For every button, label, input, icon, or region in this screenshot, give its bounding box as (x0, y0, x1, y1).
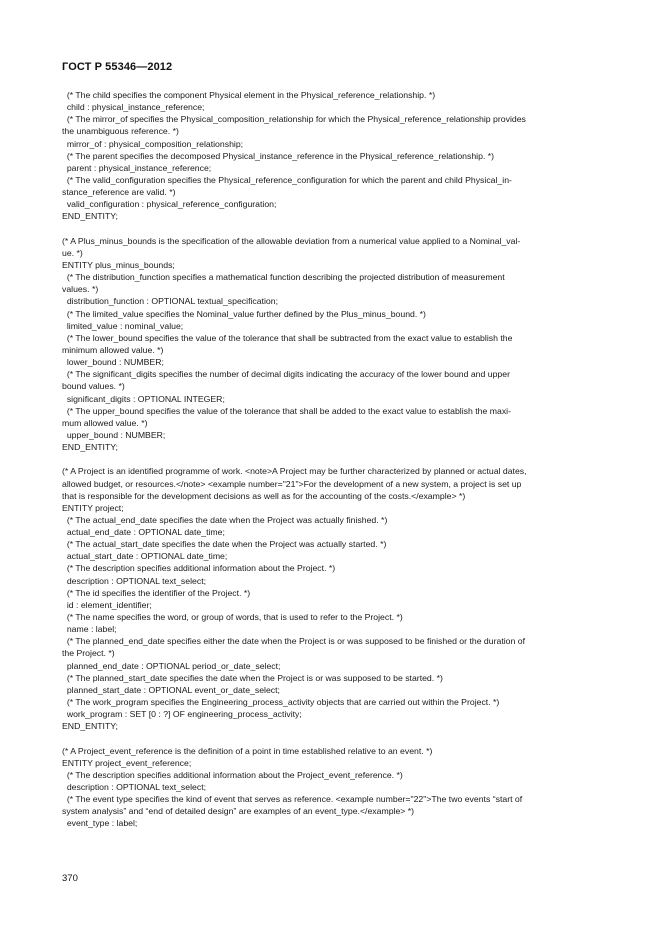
text-line: parent : physical_instance_reference; (62, 162, 212, 173)
text-line: actual_end_date : OPTIONAL date_time; (62, 527, 225, 538)
text-line: (* The child specifies the component Physical element in the Physical_reference_relationship. *) (62, 90, 436, 100)
text-line: distribution_function : OPTIONAL textual_specification; (62, 296, 279, 307)
text-line: END_ENTITY; (62, 442, 118, 453)
text-line: (* The lower_bound specifies the value of the tolerance that shall be subtracted from the exact value to establish the (62, 332, 513, 343)
page-number: 370 (62, 873, 78, 884)
text-line: (* The valid_configuration specifies the Physical_reference_configuration for which the parent and child Physical_in- (62, 174, 512, 185)
text-line: description : OPTIONAL text_select; (62, 782, 207, 793)
blank-line (62, 223, 600, 235)
text-line: planned_start_date : OPTIONAL event_or_date_select; (62, 684, 280, 695)
express-schema-text (62, 89, 600, 830)
text-line: planned_end_date : OPTIONAL period_or_date_select; (62, 660, 281, 671)
text-line: ENTITY project_event_reference; (62, 757, 192, 768)
text-line: (* The planned_end_date specifies either the date when the Project is or was supposed to be finished or the duration of (62, 636, 525, 647)
text-line: ue. *) (62, 247, 83, 258)
text-line: system analysis” and “end of detailed design” are examples of an event_type.</example> *) (62, 806, 415, 817)
text-line: limited_value : nominal_value; (62, 320, 184, 331)
text-line: (* The actual_end_date specifies the date when the Project was actually finished. *) (62, 514, 388, 525)
text-line: description : OPTIONAL text_select; (62, 575, 207, 586)
text-line: ENTITY plus_minus_bounds; (62, 259, 175, 270)
standard-header: ГОСТ Р 55346—2012 (62, 61, 173, 73)
text-line: mum allowed value. *) (62, 417, 148, 428)
text-line: valid_configuration : physical_reference_configuration; (62, 199, 277, 210)
text-line: significant_digits : OPTIONAL INTEGER; (62, 393, 225, 404)
text-line: END_ENTITY; (62, 211, 118, 222)
text-line: id : element_identifier; (62, 599, 152, 610)
text-line: (* The significant_digits specifies the number of decimal digits indicating the accuracy of the lower bound and upper (62, 369, 510, 380)
text-line: allowed budget, or resources.</note> <example number="21">For the development of a new system, a project is set up (62, 478, 522, 489)
text-line: stance_reference are valid. *) (62, 187, 176, 198)
text-line: the unambiguous reference. *) (62, 126, 179, 137)
text-line: upper_bound : NUMBER; (62, 429, 166, 440)
text-line: (* The upper_bound specifies the value of the tolerance that shall be added to the exact value to establish the maxi- (62, 405, 511, 416)
blank-line (62, 453, 600, 465)
text-line: (* The event type specifies the kind of event that serves as reference. <example number="22">The two events “start of (62, 794, 523, 805)
text-line: (* The description specifies additional information about the Project_event_reference. *) (62, 769, 403, 780)
text-line: the Project. *) (62, 648, 115, 659)
text-line: minimum allowed value. *) (62, 344, 164, 355)
text-line: that is responsible for the development decisions as well as for the accounting of the costs.</example> *) (62, 490, 466, 501)
text-line: (* The id specifies the identifier of the Project. *) (62, 587, 251, 598)
text-line: (* The planned_start_date specifies the date when the Project is or was supposed to be started. *) (62, 672, 443, 683)
text-line: (* The distribution_function specifies a mathematical function describing the projected distribution of measurement (62, 272, 505, 283)
text-line: (* The mirror_of specifies the Physical_composition_relationship for which the Physical_reference_relationship provides (62, 114, 526, 125)
text-line: (* A Project_event_reference is the definition of a point in time established relative to an event. *) (62, 745, 433, 756)
text-line: ENTITY project; (62, 502, 124, 513)
text-line: lower_bound : NUMBER; (62, 357, 164, 368)
text-line: values. *) (62, 284, 99, 295)
text-line: (* The description specifies additional information about the Project. *) (62, 563, 336, 574)
text-line: (* The parent specifies the decomposed Physical_instance_reference in the Physical_reference_relationship. *) (62, 150, 495, 161)
text-line: (* The work_program specifies the Engineering_process_activity objects that are carried out within the Project. *) (62, 697, 500, 708)
text-line: END_ENTITY; (62, 721, 118, 732)
text-line: (* A Project is an identified programme of work. <note>A Project may be further characterized by planned or actual dates, (62, 466, 527, 477)
text-line: (* The limited_value specifies the Nominal_value further defined by the Plus_minus_bound. *) (62, 308, 426, 319)
text-line: work_program : SET [0 : ?] OF engineering_process_activity; (62, 709, 302, 720)
text-line: bound values. *) (62, 381, 125, 392)
text-line: event_type : label; (62, 818, 138, 829)
text-line: (* The actual_start_date specifies the date when the Project was actually started. *) (62, 539, 387, 550)
text-line: (* A Plus_minus_bounds is the specification of the allowable deviation from a numerical value applied to a Nominal_val- (62, 235, 521, 246)
text-line: mirror_of : physical_composition_relationship; (62, 138, 244, 149)
blank-line (62, 732, 600, 744)
text-line: child : physical_instance_reference; (62, 102, 205, 113)
text-line: (* The name specifies the word, or group of words, that is used to refer to the Project. *) (62, 612, 403, 623)
text-line: name : label; (62, 624, 117, 635)
text-line: actual_start_date : OPTIONAL date_time; (62, 551, 228, 562)
